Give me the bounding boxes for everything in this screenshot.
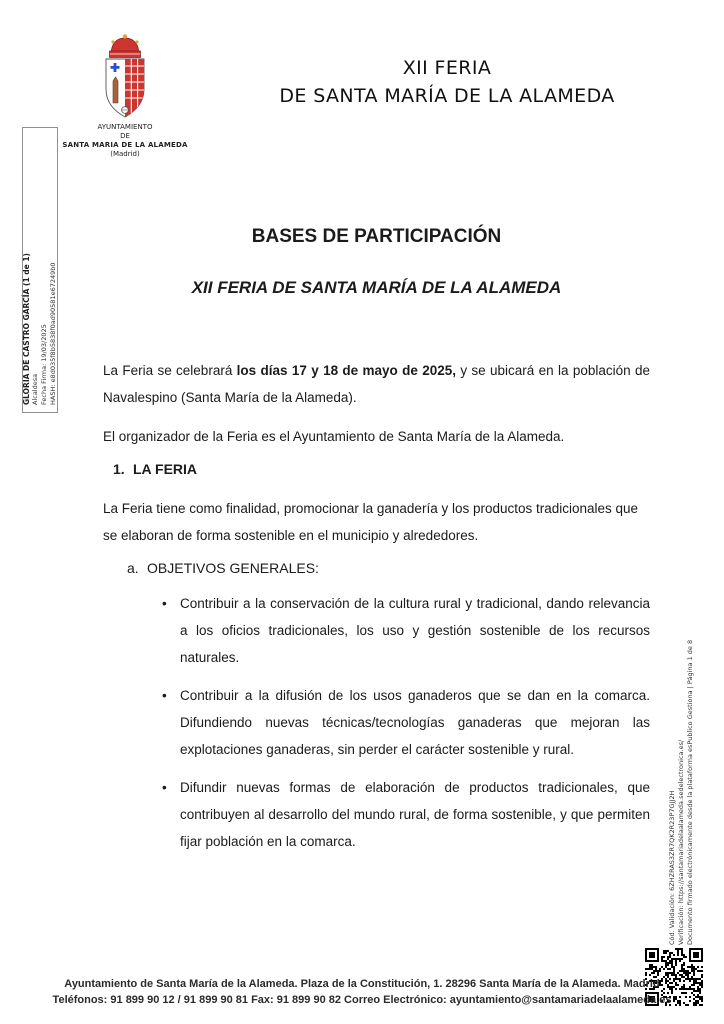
logo-caption-line: (Madrid) [110, 150, 140, 158]
document-header-title [247, 54, 647, 110]
document-body [103, 225, 650, 866]
intro-p1-suffix: y se ubicará en la población de Navalespino (Santa María de la Alameda). [103, 363, 650, 405]
page-subtitle: XII FERIA DE SANTA MARÍA DE LA ALAMEDA [191, 278, 562, 297]
subsection-a-number: a. [127, 560, 139, 576]
header-title-line1: XII FERIA [402, 57, 492, 79]
logo-caption [58, 123, 192, 159]
section-1-number: 1. [113, 461, 125, 477]
intro-p1-dates: los días 17 y 18 de mayo de 2025, [236, 363, 456, 378]
section-1-heading [103, 461, 650, 477]
signature-rotated-text [22, 135, 58, 405]
platform-note: Documento firmado electrónicamente desde la plataforma esPublico Gestiona | Página 1 de 8 [686, 639, 694, 945]
logo-caption-line: AYUNTAMIENTO [97, 123, 153, 131]
signer-role: Alcaldesa [31, 373, 39, 405]
municipal-coat-of-arms-icon [97, 33, 153, 121]
signature-date: Fecha Firma: 19/03/2025 [40, 324, 48, 405]
logo-caption-line: DE [120, 132, 130, 140]
header-title-line2: DE SANTA MARÍA DE LA ALAMEDA [279, 85, 615, 107]
signature-hash: HASH: e8d035f8b5838f0ad90581e67249b0 [49, 262, 57, 405]
subsection-a-heading [103, 560, 650, 576]
intro-paragraph-2: El organizador de la Feria es el Ayuntamiento de Santa María de la Alameda. [103, 429, 565, 444]
objective-item: • Difundir nuevas formas de elaboración de productos tradicionales, que contribuyen al desarrollo del mundo rural, de forma sostenible, y que permiten fijar población en la comarca. [180, 774, 650, 855]
footer-contact: Teléfonos: 91 899 90 12 / 91 899 90 81 Fax: 91 899 90 82 Correo Electrónico: ayuntamiento@santamariadelaalameda.es [52, 993, 672, 1006]
subsection-a-title: OBJETIVOS GENERALES: [147, 560, 319, 576]
logo-caption-org-name: SANTA MARIA DE LA ALAMEDA [62, 141, 188, 149]
intro-paragraph-1 [103, 357, 650, 411]
signature-margin-box [22, 127, 58, 413]
page-title: BASES DE PARTICIPACIÓN [251, 226, 502, 247]
verification-url: Verificación: https://santamariadelaalameda.sedelectronica.es/ [677, 739, 685, 945]
objectives-list [103, 590, 650, 855]
section-1-title: LA FERIA [133, 461, 198, 477]
validation-code: Cód. Validación: 6ZHZRAS3ZR7QK2R23P7GJJ2H [668, 790, 676, 945]
validation-rotated-text [668, 595, 696, 945]
objective-item: • Contribuir a la difusión de los usos ganaderos que se dan en la comarca. Difundiendo nuevas técnicas/tecnologías ganaderas que mejoran las explotaciones ganaderas, sin perder el carácter sostenible y rural. [180, 682, 650, 763]
signer-name: GLORIA DE CASTRO GARCÍA (1 de 1) [22, 253, 31, 405]
section-1-body: La Feria tiene como finalidad, promocionar la ganadería y los productos tradicionales que se elaboran de forma sostenible en el municipio y alrededores. [103, 501, 639, 543]
intro-p1-prefix: La Feria se celebrará [103, 363, 237, 378]
footer-address: Ayuntamiento de Santa María de la Alameda. Plaza de la Constitución, 1. 28296 Santa María de la Alameda. Madrid [64, 978, 660, 990]
page-footer [40, 977, 684, 1008]
objective-item: • Contribuir a la conservación de la cultura rural y tradicional, dando relevancia a los oficios tradicionales, los uso y gestión sostenible de los recursos naturales. [180, 590, 650, 671]
